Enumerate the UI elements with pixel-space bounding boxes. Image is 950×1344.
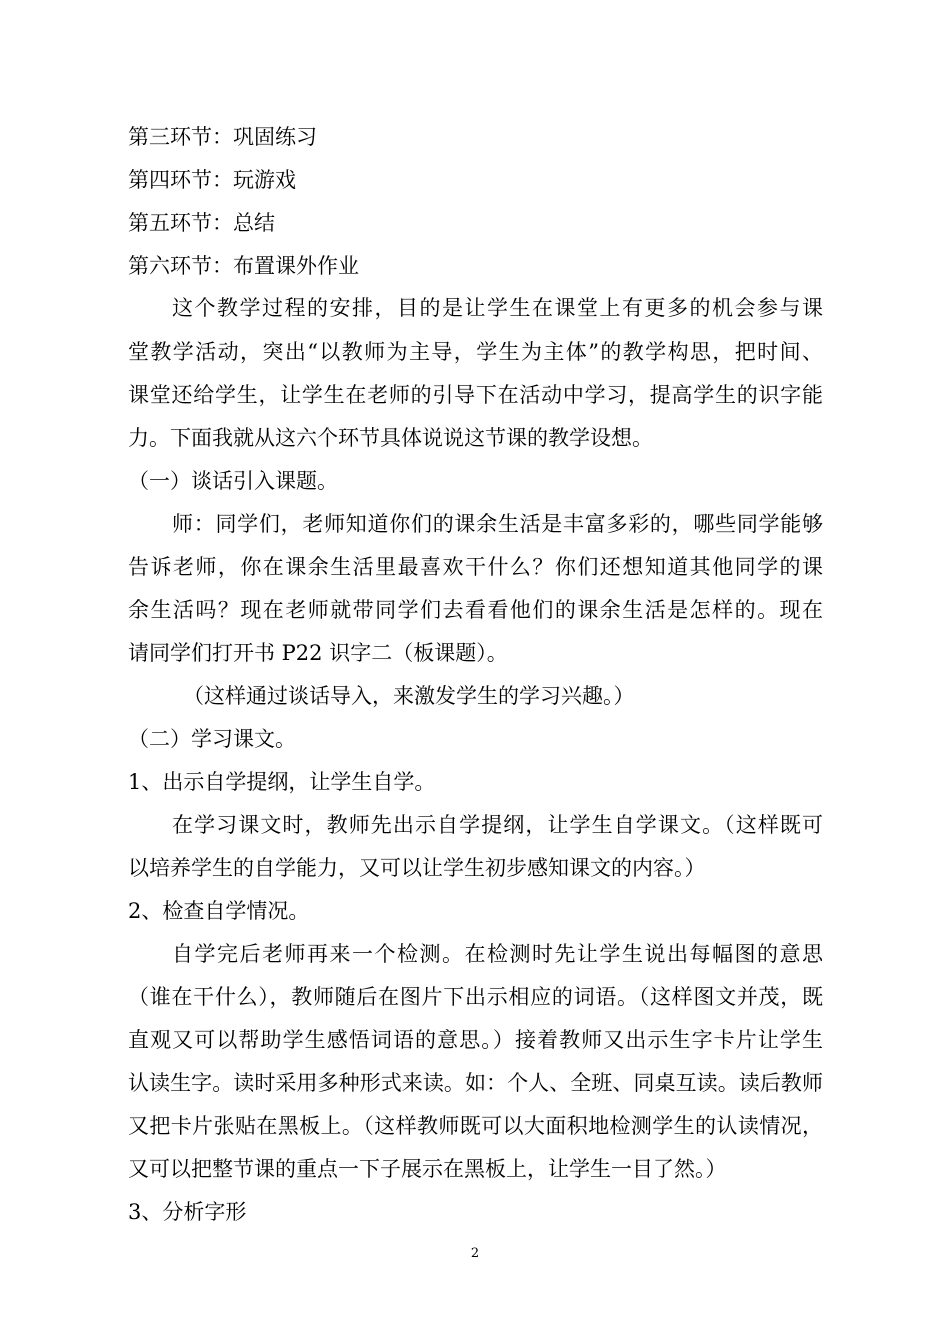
paragraph-line: 在学习课文时，教师先出示自学提纲，让学生自学课文。（这样既可 [172, 813, 823, 837]
note-line: （这样通过谈话导入，来激发学生的学习兴趣。） [183, 684, 635, 708]
paragraph-line: 认读生字。读时采用多种形式来读。如：个人、全班、同桌互读。读后教师 [128, 1071, 823, 1095]
paragraph-line: 师：同学们，老师知道你们的课余生活是丰富多彩的，哪些同学能够 [172, 512, 823, 536]
paragraph-line: 又把卡片张贴在黑板上。（这样教师既可以大面积地检测学生的认读情况， [128, 1114, 823, 1138]
paragraph-line: 堂教学活动，突出“以教师为主导，学生为主体”的教学构思，把时间、 [128, 340, 823, 364]
stage-three-line: 第三环节：巩固练习 [128, 125, 317, 149]
paragraph-line: 告诉老师，你在课余生活里最喜欢干什么？你们还想知道其他同学的课 [128, 555, 823, 579]
paragraph-line: 以培养学生的自学能力，又可以让学生初步感知课文的内容。） [128, 856, 706, 880]
stage-six-line: 第六环节：布置课外作业 [128, 254, 359, 278]
paragraph-line: 又可以把整节课的重点一下子展示在黑板上，让学生一目了然。） [128, 1157, 727, 1181]
paragraph-line: 请同学们打开书 P22 识字二（板课题）。 [128, 641, 508, 665]
step-three-heading: 3、分析字形 [128, 1200, 247, 1224]
paragraph-line: 余生活吗？现在老师就带同学们去看看他们的课余生活是怎样的。现在 [128, 598, 823, 622]
stage-five-line: 第五环节：总结 [128, 211, 275, 235]
paragraph-line: 力。下面我就从这六个环节具体说说这节课的教学设想。 [128, 426, 653, 450]
paragraph-line: （谁在干什么），教师随后在图片下出示相应的词语。（这样图文并茂，既 [128, 985, 823, 1009]
section-heading-two: （二）学习课文。 [128, 727, 296, 751]
paragraph-line: 直观又可以帮助学生感悟词语的意思。）接着教师又出示生字卡片让学生 [128, 1028, 823, 1052]
stage-four-line: 第四环节：玩游戏 [128, 168, 296, 192]
page-number: 2 [470, 1246, 480, 1261]
section-heading-one: （一）谈话引入课题。 [128, 469, 338, 493]
step-two-heading: 2、检查自学情况。 [128, 899, 310, 923]
step-one-heading: 1、出示自学提纲，让学生自学。 [128, 770, 436, 794]
paragraph-line: 这个教学过程的安排，目的是让学生在课堂上有更多的机会参与课 [172, 296, 823, 320]
paragraph-line: 课堂还给学生，让学生在老师的引导下在活动中学习，提高学生的识字能 [128, 383, 823, 407]
paragraph-line: 自学完后老师再来一个检测。在检测时先让学生说出每幅图的意思 [172, 942, 823, 966]
